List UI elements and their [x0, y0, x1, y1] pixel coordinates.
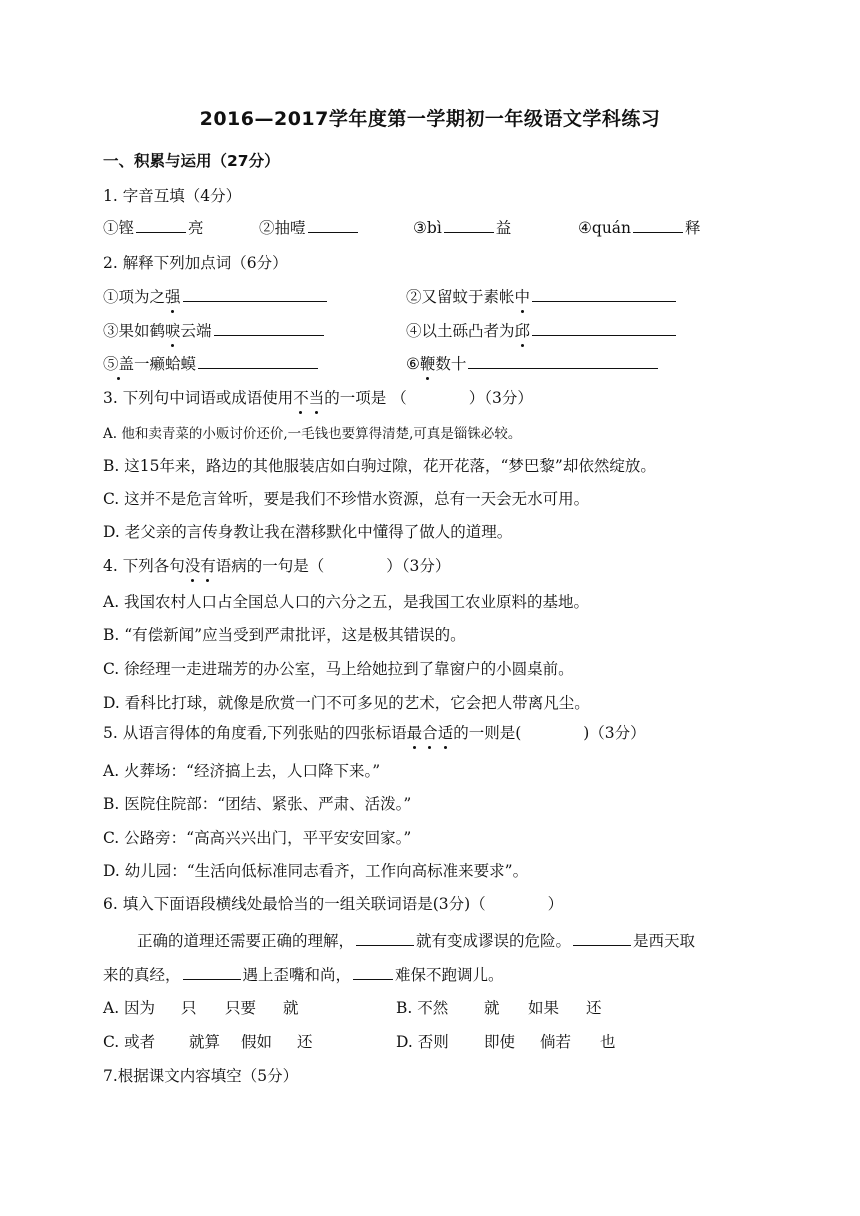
passage-text: 遇上歪嘴和尚，	[242, 966, 352, 984]
question-5-stem	[103, 723, 646, 743]
answer-paren[interactable]: （ ）	[391, 389, 485, 407]
answer-blank[interactable]	[633, 217, 683, 233]
answer-blank[interactable]	[183, 286, 327, 302]
question-1-stem: 1. 字音互填（4分）	[103, 187, 242, 205]
q3-option-a: A. 他和卖青菜的小贩讨价还价,一毛钱也要算得清楚,可真是锱铢必较。	[103, 426, 522, 442]
answer-blank[interactable]	[214, 320, 324, 336]
q2-item-5	[103, 353, 320, 374]
answer-blank[interactable]	[353, 964, 393, 980]
answer-blank[interactable]	[356, 930, 414, 946]
score-text: （3分）	[484, 389, 533, 407]
dotted-word: 唳	[165, 322, 181, 340]
option-word: 就	[283, 999, 299, 1017]
q1-item-4	[578, 217, 701, 238]
stem-text: 的一项是	[324, 389, 387, 407]
stem-text: 5. 从语言得体的角度看,下列张贴的四张标语	[103, 724, 407, 742]
dotted-word: 当	[308, 389, 325, 407]
q6-option-d	[396, 1032, 616, 1052]
option-word: D. 否则	[396, 1033, 449, 1051]
q3-option-d: D. 老父亲的言传身教让我在潜移默化中懂得了做人的道理。	[103, 523, 513, 541]
q4-option-d: D. 看科比打球，就像是欣赏一门不可多见的艺术，它会把人带离凡尘。	[103, 694, 590, 712]
q2-item-3	[103, 320, 326, 341]
dotted-word: 合	[422, 724, 438, 742]
answer-blank[interactable]	[308, 217, 358, 233]
dotted-word: 最	[406, 724, 423, 742]
stem-text: 3. 下列句中词语或成语使用	[103, 389, 294, 407]
q6-passage-line-2	[103, 964, 504, 985]
answer-blank[interactable]	[532, 320, 676, 336]
q2-item-text: ③果如鹤	[103, 322, 166, 340]
option-word: B. 不然	[396, 999, 449, 1017]
dotted-word: 中	[514, 288, 531, 306]
answer-blank[interactable]	[468, 353, 658, 369]
answer-blank[interactable]	[444, 217, 494, 233]
q1-item-1-text: ①铿	[103, 219, 135, 237]
q2-item-text: 数十	[435, 355, 467, 373]
q2-item-6	[406, 353, 660, 374]
question-6-stem: 6. 填入下面语段横线处最恰当的一组关联词语是(3分)（ ）	[103, 895, 564, 913]
q1-item-2-text: ②抽噎	[259, 219, 306, 237]
section-heading: 一、积累与运用（27分）	[103, 152, 280, 170]
q2-item-1	[103, 286, 329, 307]
option-word: 还	[586, 999, 602, 1017]
option-word: 只要	[225, 999, 257, 1017]
q2-item-text: ①项为之	[103, 288, 166, 306]
q2-item-2	[406, 286, 678, 307]
answer-blank[interactable]	[198, 353, 318, 369]
dotted-word: ⑤盖	[103, 355, 135, 373]
question-1-items	[103, 217, 204, 238]
dotted-word: 没	[184, 557, 201, 575]
q6-passage-line-1	[137, 930, 695, 951]
dotted-word: 鞭	[419, 355, 436, 373]
q5-option-c: C. 公路旁：“高高兴兴出门，平平安安回家。”	[103, 829, 412, 847]
page-title: 2016—2017学年度第一学期初一年级语文学科练习	[199, 108, 661, 130]
passage-text: 正确的道理还需要正确的理解，	[137, 932, 355, 950]
q5-option-b: B. 医院住院部：“团结、紧张、严肃、活泼。”	[103, 795, 412, 813]
q1-item-3-text: ③bì	[413, 219, 442, 237]
q1-item-3-suffix: 益	[495, 219, 512, 237]
q5-option-a: A. 火葬场：“经济搞上去，人口降下来。”	[103, 762, 381, 780]
q2-item-text: ④以土砾凸者为	[406, 322, 515, 340]
answer-blank[interactable]	[136, 217, 186, 233]
q1-item-3	[413, 217, 511, 238]
option-word: 只	[181, 999, 197, 1017]
option-word: A. 因为	[103, 999, 156, 1017]
answer-blank[interactable]	[183, 964, 241, 980]
dotted-word: 强	[165, 288, 181, 306]
option-word: 也	[600, 1033, 616, 1051]
question-3-stem	[103, 388, 533, 408]
option-word: 即使	[484, 1033, 516, 1051]
q6-option-c	[103, 1032, 313, 1052]
q2-item-text: ②又留蚊于素帐	[406, 288, 515, 306]
q2-item-text: 一癞蛤蟆	[134, 355, 197, 373]
option-word: C. 或者	[103, 1033, 156, 1051]
option-word: 如果	[528, 999, 560, 1017]
q1-item-4-suffix: 释	[685, 219, 701, 237]
option-word: 假如	[241, 1033, 273, 1051]
stem-text: 4. 下列各句	[103, 557, 185, 575]
question-7-stem: 7.根据课文内容填空（5分）	[103, 1067, 299, 1085]
dotted-word: 有	[200, 557, 216, 575]
q1-item-1-suffix: 亮	[188, 219, 204, 237]
passage-text: 就有变成谬误的危险。	[416, 932, 572, 950]
question-4-stem	[103, 556, 450, 576]
q2-item-text: 云端	[180, 322, 212, 340]
q1-item-2	[259, 217, 360, 238]
q2-item-text: ⑥	[406, 355, 420, 373]
q3-option-c: C. 这并不是危言耸听，要是我们不珍惜水资源，总有一天会无水可用。	[103, 490, 590, 508]
q4-option-b: B. “有偿新闻”应当受到严肃批评，这是极其错误的。	[103, 626, 466, 644]
dotted-word: 邱	[514, 322, 531, 340]
q5-option-d: D. 幼儿园：“生活向低标准同志看齐，工作向高标准来要求”。	[103, 862, 529, 880]
stem-text: 语病的一句是（ ）（3分）	[215, 557, 451, 575]
dotted-word: 适	[437, 724, 454, 742]
passage-text: 难保不跑调儿。	[395, 966, 504, 984]
passage-text: 来的真经，	[103, 966, 181, 984]
q6-option-a	[103, 998, 299, 1018]
option-word: 倘若	[540, 1033, 572, 1051]
q4-option-c: C. 徐经理一走进瑞芳的办公室，马上给她拉到了靠窗户的小圆桌前。	[103, 660, 574, 678]
q3-option-b: B. 这15年来，路边的其他服装店如白驹过隙，花开花落，“梦巴黎”却依然绽放。	[103, 457, 656, 475]
option-word: 还	[297, 1033, 313, 1051]
option-word: 就	[484, 999, 500, 1017]
q6-option-b	[396, 998, 602, 1018]
passage-text: 是西天取	[633, 932, 696, 950]
option-word: 就算	[189, 1033, 221, 1051]
dotted-word: 不	[293, 389, 309, 407]
q1-item-4-text: ④quán	[578, 219, 632, 237]
stem-text: 的一则是( )（3分）	[453, 724, 646, 742]
question-2-stem: 2. 解释下列加点词（6分）	[103, 254, 288, 272]
answer-blank[interactable]	[573, 930, 631, 946]
q2-item-4	[406, 320, 678, 341]
q4-option-a: A. 我国农村人口占全国总人口的六分之五，是我国工农业原料的基地。	[103, 593, 590, 611]
answer-blank[interactable]	[532, 286, 676, 302]
